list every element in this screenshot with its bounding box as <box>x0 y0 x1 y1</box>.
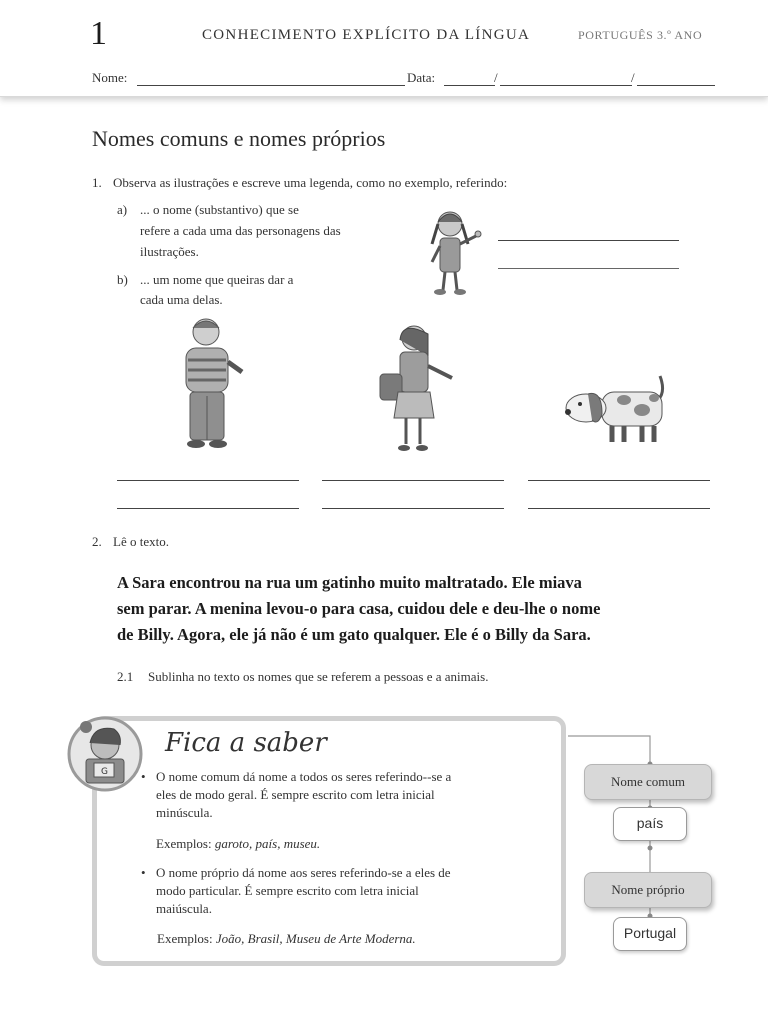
info-line: minúscula. <box>156 805 213 820</box>
exercise-1-number: 1. <box>92 175 102 190</box>
caption-line-girl-1[interactable] <box>498 240 679 241</box>
header-grade: PORTUGUÊS 3.º ANO <box>578 28 703 42</box>
info-box-title: Fica a saber <box>165 728 327 758</box>
examples-values: João, Brasil, Museu de Arte Moderna. <box>215 931 416 946</box>
mascot-badge-icon <box>64 713 150 795</box>
info-proper-noun <box>156 864 539 918</box>
header-title: CONHECIMENTO EXPLÍCITO DA LÍNGUA <box>202 27 531 43</box>
examples-proper <box>157 931 416 947</box>
examples-values: garoto, país, museu. <box>214 836 321 851</box>
info-line: eles de modo geral. É sempre escrito com letra inicial <box>156 787 435 802</box>
boy-illustration <box>172 314 248 454</box>
examples-common <box>156 836 320 852</box>
common-noun-example-node: país <box>613 807 687 841</box>
info-line: O nome comum dá nome a todos os seres referindo--se a <box>156 769 452 784</box>
date-separator: / <box>631 70 635 85</box>
caption-line-girl-bag-1[interactable] <box>322 480 504 481</box>
girl-with-bag-illustration <box>374 322 460 454</box>
svg-text:G: G <box>101 767 108 777</box>
story-line: A Sara encontrou na rua um gatinho muito maltratado. Ele miava <box>117 573 582 592</box>
item-a-text: ... o nome (substantivo) que se <box>140 202 299 217</box>
name-field[interactable] <box>137 85 405 86</box>
date-year-field[interactable] <box>637 85 715 86</box>
story-line: sem parar. A menina levou-o para casa, cuidou dele e deu-lhe o nome <box>117 599 601 618</box>
bullet-dot: • <box>141 769 146 784</box>
unit-number: 1 <box>90 15 107 52</box>
page-header <box>0 0 768 97</box>
name-label: Nome: <box>92 70 128 85</box>
exercise-2-number: 2. <box>92 534 102 549</box>
item-a-text: refere a cada uma das personagens das <box>140 223 341 238</box>
caption-line-dog-1[interactable] <box>528 480 710 481</box>
item-a-marker: a) <box>117 202 128 217</box>
caption-line-dog-2[interactable] <box>528 508 710 509</box>
story-text <box>117 570 692 648</box>
date-day-field[interactable] <box>444 85 495 86</box>
date-month-field[interactable] <box>500 85 632 86</box>
caption-line-girl-bag-2[interactable] <box>322 508 504 509</box>
info-line: modo particular. É sempre escrito com letra inicial <box>156 883 419 898</box>
date-separator: / <box>494 70 498 85</box>
dog-illustration <box>562 372 668 448</box>
page-title: Nomes comuns e nomes próprios <box>92 126 386 151</box>
item-a-text: ilustrações. <box>140 244 199 259</box>
item-b-marker: b) <box>117 272 128 287</box>
exercise-2-instruction: Lê o texto. <box>113 534 169 549</box>
exercise-1-instruction: Observa as ilustrações e escreve uma legenda, como no exemplo, referindo: <box>113 175 508 190</box>
caption-line-girl-2[interactable] <box>498 268 679 269</box>
info-common-noun <box>156 768 539 822</box>
caption-line-boy-2[interactable] <box>117 508 299 509</box>
date-label: Data: <box>407 70 436 85</box>
examples-label: Exemplos: <box>157 931 213 946</box>
girl-waving-illustration <box>418 204 488 298</box>
item-b-text: ... um nome que queiras dar a <box>140 272 294 287</box>
info-line: O nome próprio dá nome aos seres referindo-se a eles de <box>156 865 451 880</box>
examples-label: Exemplos: <box>156 836 212 851</box>
exercise-2-1-number: 2.1 <box>117 669 134 684</box>
exercise-2-1-instruction: Sublinha no texto os nomes que se referem a pessoas e a animais. <box>148 669 489 684</box>
bullet-dot: • <box>141 865 146 880</box>
item-b-text: cada uma delas. <box>140 292 223 307</box>
proper-noun-node: Nome próprio <box>584 872 712 908</box>
info-line: maiúscula. <box>156 901 212 916</box>
caption-line-boy-1[interactable] <box>117 480 299 481</box>
story-line: de Billy. Agora, ele já não é um gato qualquer. Ele é o Billy da Sara. <box>117 625 591 644</box>
proper-noun-example-node: Portugal <box>613 917 687 951</box>
common-noun-node: Nome comum <box>584 764 712 800</box>
